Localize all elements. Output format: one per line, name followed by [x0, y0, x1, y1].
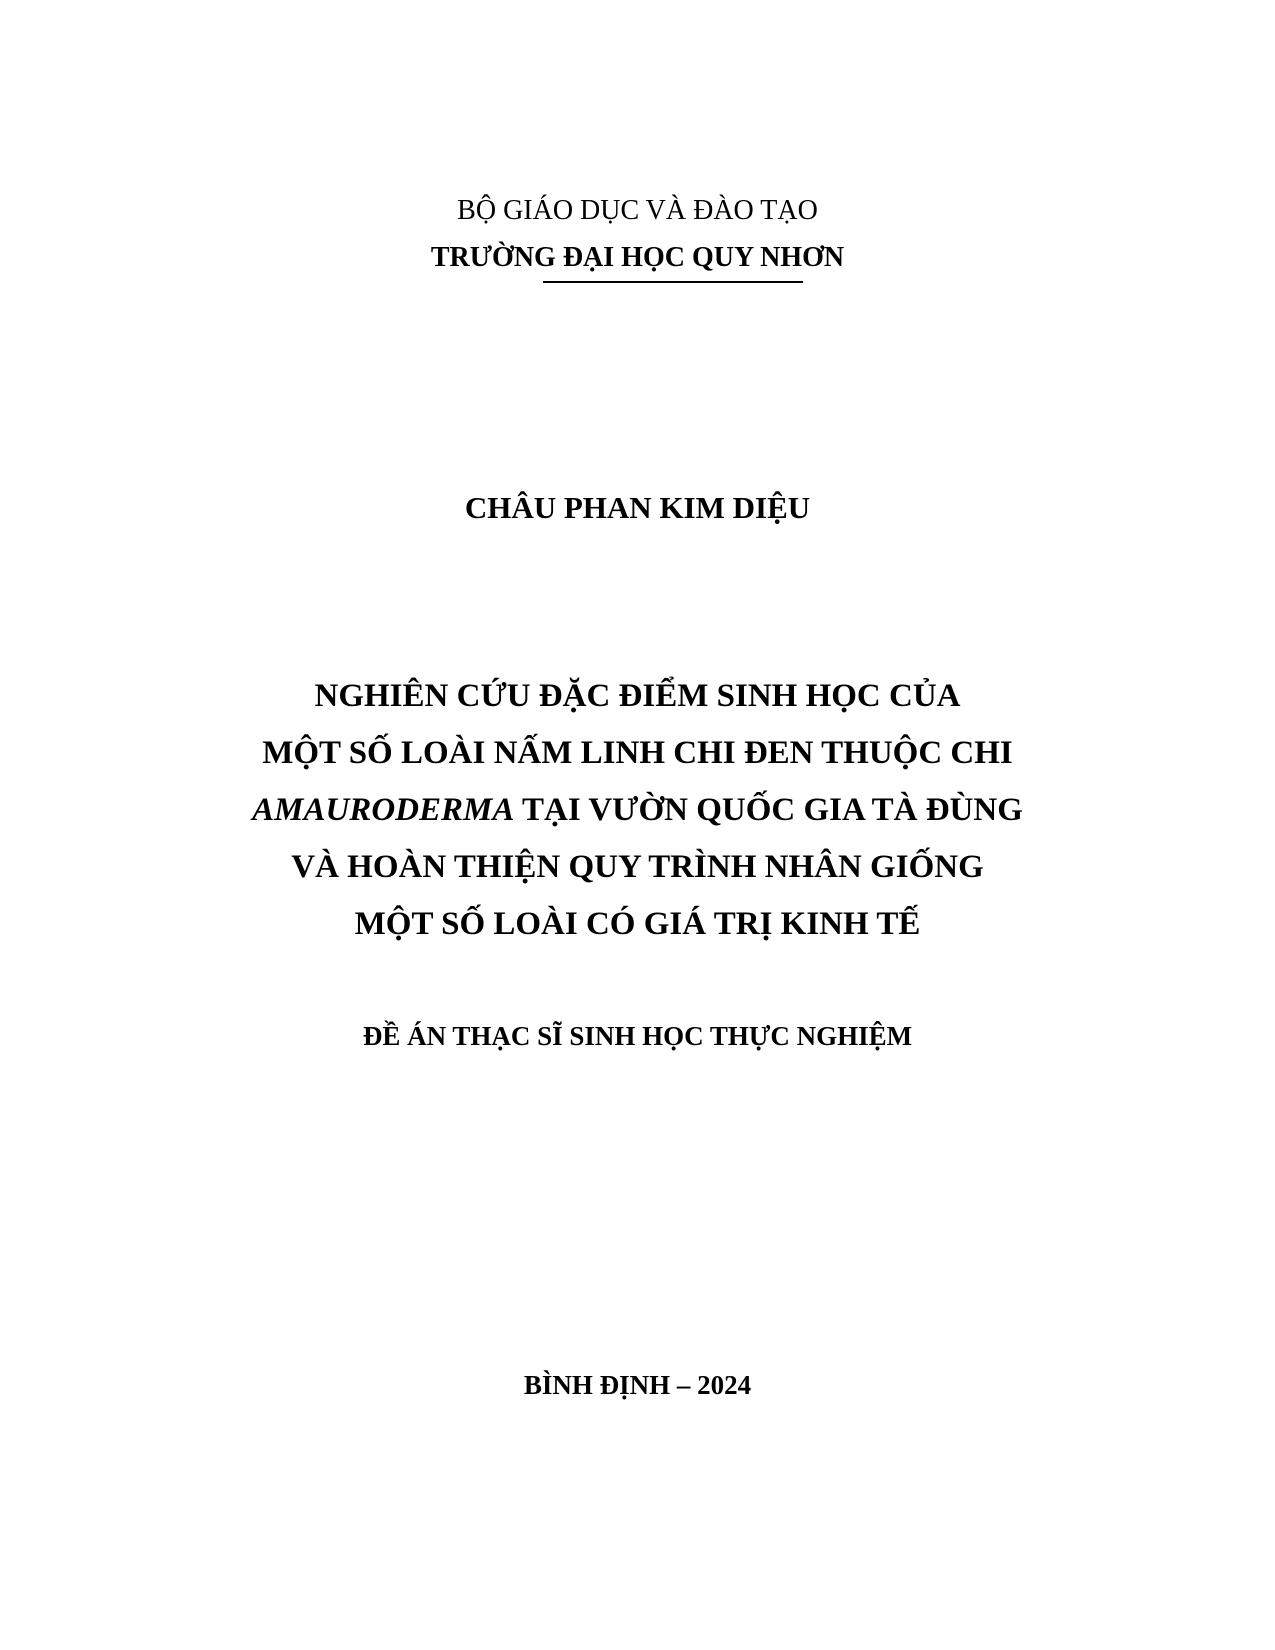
title-line-3-rest: TẠI VƯỜN QUỐC GIA TÀ ĐÙNG	[514, 792, 1023, 828]
genus-name: AMAURODERMA	[252, 792, 515, 828]
university-name: TRƯỜNG ĐẠI HỌC QUY NHƠN	[430, 242, 845, 273]
header-underline	[543, 281, 803, 283]
title-line-3	[0, 792, 1275, 829]
title-line-2: MỘT SỐ LOÀI NẤM LINH CHI ĐEN THUỘC CHI	[262, 735, 1013, 771]
title-line-1: NGHIÊN CỨU ĐẶC ĐIỂM SINH HỌC CỦA	[314, 678, 961, 714]
author-name: CHÂU PHAN KIM DIỆU	[464, 490, 811, 525]
title-line-4: VÀ HOÀN THIỆN QUY TRÌNH NHÂN GIỐNG	[291, 849, 984, 885]
ministry-name: BỘ GIÁO DỤC VÀ ĐÀO TẠO	[457, 195, 818, 226]
title-line-5: MỘT SỐ LOÀI CÓ GIÁ TRỊ KINH TẾ	[354, 906, 921, 942]
place-and-year: BÌNH ĐỊNH – 2024	[523, 1370, 752, 1400]
degree-type: ĐỀ ÁN THẠC SĨ SINH HỌC THỰC NGHIỆM	[362, 1021, 913, 1051]
